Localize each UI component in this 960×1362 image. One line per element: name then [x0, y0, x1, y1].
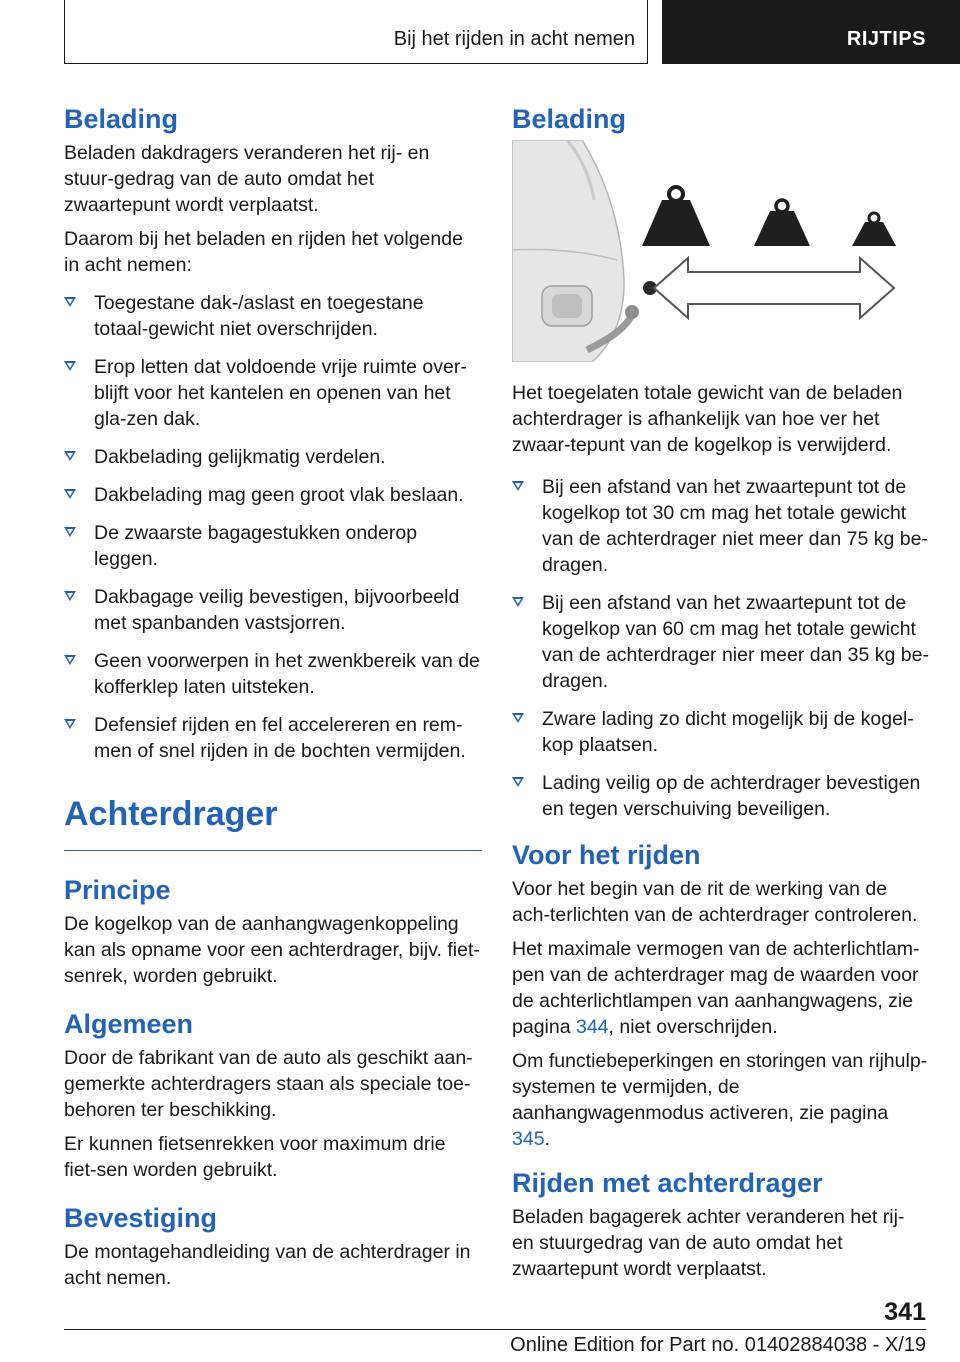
bullet-triangle-icon	[64, 719, 76, 729]
algemeen-heading: Algemeen	[64, 1009, 194, 1039]
header-chapter-box	[662, 0, 960, 64]
bullet-triangle-icon	[64, 591, 76, 601]
rijden-met-achterdrager-text: Beladen bagagerek achter veranderen het rij- en stuurgedrag van de auto omdat het zwaartepunt wordt verplaatst.	[512, 1206, 905, 1280]
header-section-box	[64, 0, 648, 64]
header-chapter-title: RIJTIPS	[846, 28, 926, 50]
bullet-triangle-icon	[64, 297, 76, 307]
principe-heading: Principe	[64, 875, 171, 905]
list-item: Lading veilig op de achterdrager bevestigen en tegen verschuiving beveiligen.	[512, 770, 930, 822]
list-item: Defensief rijden en fel accelereren en rem-men of snel rijden in de bochten vermijden.	[64, 712, 482, 764]
bevestiging-text: De montagehandleiding van de achterdrager in acht nemen.	[64, 1241, 471, 1289]
belading-instruction: Daarom bij het beladen en rijden het volgende in acht nemen:	[64, 228, 463, 276]
bullet-triangle-icon	[512, 777, 524, 787]
header-section-title: Bij het rijden in acht nemen	[393, 28, 635, 50]
bullet-triangle-icon	[512, 481, 524, 491]
belading-intro: Beladen dakdragers veranderen het rij- en stuur-gedrag van de auto omdat het zwaartepunt wordt verplaatst.	[64, 142, 430, 216]
list-item: Zware lading zo dicht mogelijk bij de kogel-kop plaatsen.	[512, 706, 930, 758]
list-item: Dakbelading mag geen groot vlak beslaan.	[64, 482, 482, 508]
belading-heading: Belading	[64, 104, 179, 134]
voor-het-rijden-text-2: Het maximale vermogen van de achterlichtlam-pen van de achterdrager mag de waarden voor de achterlichtlampen van aanhangwagens, zie pagina 344, niet overschrijden.	[512, 938, 920, 1038]
list-item: De zwaarste bagagestukken onderop leggen.	[64, 520, 482, 572]
list-item: Toegestane dak-/aslast en toegestane totaal-gewicht niet overschrijden.	[64, 290, 482, 342]
voor-het-rijden-heading: Voor het rijden	[512, 840, 701, 870]
bevestiging-heading: Bevestiging	[64, 1203, 218, 1233]
footer-divider	[64, 1329, 926, 1330]
page-number: 341	[884, 1298, 926, 1326]
belading-right-heading: Belading	[512, 104, 627, 134]
belading-list	[64, 290, 482, 764]
belading-right-intro: Het toegelaten totale gewicht van de beladen achterdrager is afhankelijk van hoe ver het zwaar-tepunt van de kogelkop is verwijderd.	[512, 382, 903, 456]
bullet-triangle-icon	[512, 713, 524, 723]
algemeen-text-2: Er kunnen fietsenrekken voor maximum drie fiet-sen worden gebruikt.	[64, 1133, 446, 1181]
edition-footer: Online Edition for Part no. 01402884038 - X/19	[510, 1334, 926, 1356]
list-item: Geen voorwerpen in het zwenkbereik van de kofferklep laten uitsteken.	[64, 648, 482, 700]
bullet-triangle-icon	[512, 597, 524, 607]
right-column	[512, 102, 930, 1290]
belading-right-list	[512, 474, 930, 822]
list-item: Bij een afstand van het zwaartepunt tot de kogelkop tot 30 cm mag het totale gewicht van de achterdrager niet meer dan 75 kg be-dragen.	[512, 474, 930, 578]
achterdrager-heading: Achterdrager	[64, 792, 482, 851]
page-345-link[interactable]: 345	[512, 1128, 545, 1150]
rijden-met-achterdrager-heading: Rijden met achterdrager	[512, 1168, 823, 1198]
bullet-triangle-icon	[64, 451, 76, 461]
load-distance-illustration	[512, 140, 922, 362]
voor-het-rijden-text-1: Voor het begin van de rit de werking van de ach-terlichten van de achterdrager controleren.	[512, 878, 918, 926]
principe-text: De kogelkop van de aanhangwagenkoppeling kan als opname voor een achterdrager, bijv. fiet-senrek, worden gebruikt.	[64, 913, 480, 987]
list-item: Dakbagage veilig bevestigen, bijvoorbeeld met spanbanden vastsjorren.	[64, 584, 482, 636]
algemeen-text-1: Door de fabrikant van de auto als geschikt aan-gemerkte achterdragers staan als speciale toe-behoren ter beschikking.	[64, 1047, 473, 1121]
page-344-link[interactable]: 344	[575, 1016, 609, 1038]
list-item: Erop letten dat voldoende vrije ruimte over-blijft voor het kantelen en openen van het gla-zen dak.	[64, 354, 482, 432]
bullet-triangle-icon	[64, 527, 76, 537]
list-item: Dakbelading gelijkmatig verdelen.	[64, 444, 482, 470]
voor-het-rijden-text-3: Om functiebeperkingen en storingen van rijhulp-systemen te vermijden, de aanhangwagenmodus activeren, zie pagina 345.	[512, 1050, 928, 1150]
bullet-triangle-icon	[64, 361, 76, 371]
list-item: Bij een afstand van het zwaartepunt tot de kogelkop van 60 cm mag het totale gewicht van de achterdrager nier meer dan 35 kg be-dragen.	[512, 590, 930, 694]
left-column	[64, 102, 482, 1299]
bullet-triangle-icon	[64, 489, 76, 499]
bullet-triangle-icon	[64, 655, 76, 665]
